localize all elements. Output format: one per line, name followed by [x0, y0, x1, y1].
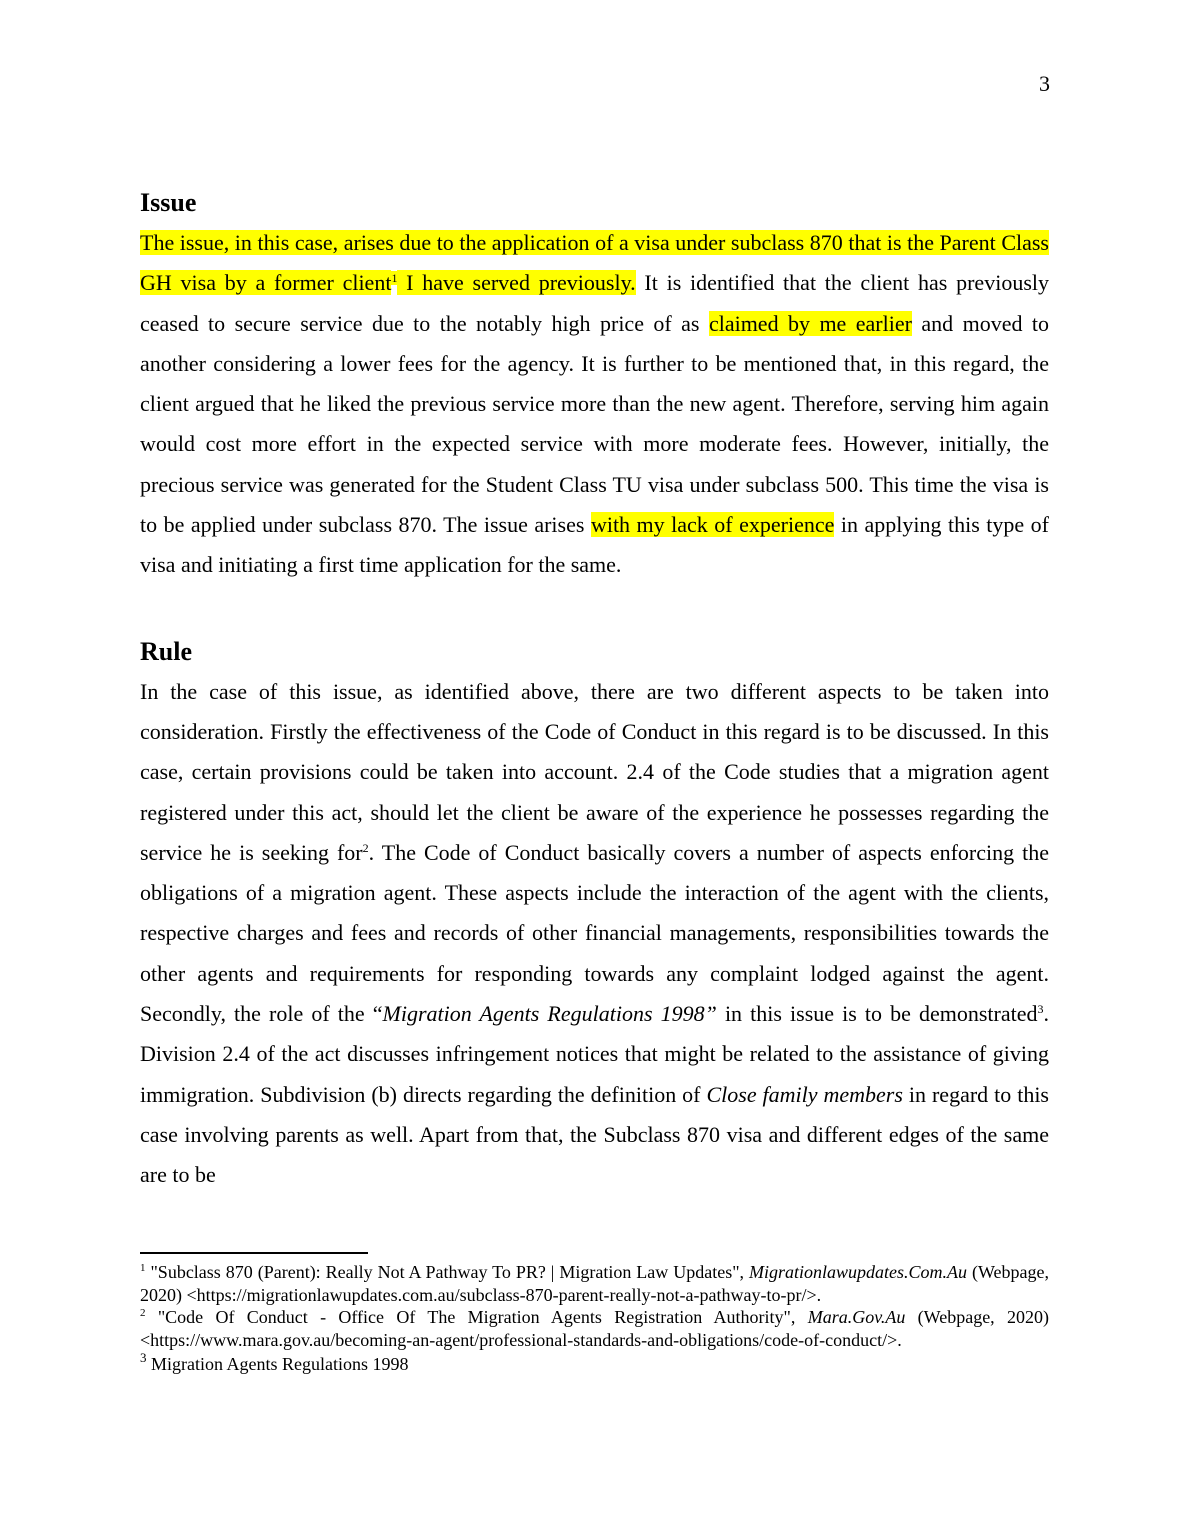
body-text: It is identified that the client has previously ceased to secure service due to the notably high price of as — [140, 270, 1049, 336]
footnote-1 — [140, 1261, 1049, 1306]
footnote-text: "Code Of Conduct - Office Of The Migration Agents Registration Authority", — [145, 1307, 808, 1327]
italic-text: Close family members — [706, 1081, 903, 1107]
footnotes — [140, 1261, 1049, 1377]
body-text: . Division 2.4 of the act discusses infringement notices that might be related to the assistance of giving immigration. Subdivision (b) directs regarding the definition of — [140, 1001, 1050, 1107]
issue-paragraph — [140, 223, 1049, 586]
footnote-text: (Webpage, 2020) <https://www.mara.gov.au/becoming-an-agent/professional-standards-and-obligations/code-of-conduct/>. — [140, 1307, 1049, 1350]
italic-text: Migration Agents Regulations 1998” — [382, 1001, 717, 1027]
footnote-text: "Subclass 870 (Parent): Really Not A Pathway To PR? | Migration Law Updates", — [145, 1262, 750, 1282]
footnote-number: 2 — [140, 1307, 146, 1319]
highlighted-text: The issue, in this case, arises due to the application of a visa under subclass 870 that is the Parent Class GH visa by a former client — [140, 230, 1049, 296]
body-text: in regard to this case involving parents as well. Apart from that, the Subclass 870 visa and different edges of the same are to be — [140, 1081, 1049, 1188]
rule-paragraph — [140, 672, 1049, 1196]
footnote-2 — [140, 1306, 1049, 1351]
footnote-source: Migrationlawupdates.Com.Au — [749, 1262, 968, 1282]
highlighted-text: I have served previously. — [397, 270, 636, 296]
footnote-text: (Webpage, 2020) <https://migrationlawupdates.com.au/subclass-870-parent-really-not-a-pathway-to-pr/>. — [140, 1262, 1049, 1305]
footnote-number: 3 — [140, 1350, 147, 1365]
highlighted-text: with my lack of experience — [590, 512, 835, 538]
footnote-number: 1 — [140, 1262, 146, 1274]
highlighted-text: claimed by me earlier — [708, 310, 912, 336]
footnote-reference-1[interactable]: 1 — [391, 271, 398, 286]
rule-heading: Rule — [140, 636, 192, 666]
footnote-3 — [140, 1351, 1049, 1377]
footnote-reference-2[interactable]: 2 — [362, 840, 369, 855]
body-text: in applying this type of visa and initiating a first time application for the same. — [140, 512, 1049, 578]
body-text: and moved to another considering a lower fees for the agency. It is further to be mentioned that, in this regard, the client argued that he liked the previous service more than the new agent. Therefore, serving him again would cost more effort in the expected service with more moderate fees. However, initially, the precious service was generated for the Student Class TU visa under subclass 500. This time the visa is to be applied under subclass 870. The issue arises — [140, 310, 1050, 538]
body-text: In the case of this issue, as identified above, there are two different aspects to be taken into consideration. Firstly the effectiveness of the Code of Conduct in this regard is to be discussed. In this case, certain provisions could be taken into account. 2.4 of the Code studies that a migration agent registered under this act, should let the client be aware of the experience he possesses regarding the service he is seeking for — [140, 678, 1049, 865]
document-body — [140, 183, 1049, 1196]
page-number: 3 — [1039, 71, 1050, 96]
footnote-reference-3[interactable]: 3 — [1037, 1002, 1044, 1017]
body-text: . The Code of Conduct basically covers a number of aspects enforcing the obligations of a migration agent. These aspects include the interaction of the agent with the clients, respective charges and fees and records of other financial managements, responsibilities towards the other agents and requirements for responding towards any complaint lodged against the agent. Secondly, the role of the “ — [140, 839, 1049, 1027]
footnote-source: Mara.Gov.Au — [807, 1307, 906, 1327]
footnote-separator — [140, 1252, 368, 1254]
issue-heading: Issue — [140, 188, 197, 217]
body-text: in this issue is to be demonstrated — [716, 1001, 1038, 1027]
footnote-text: Migration Agents Regulations 1998 — [146, 1354, 409, 1374]
